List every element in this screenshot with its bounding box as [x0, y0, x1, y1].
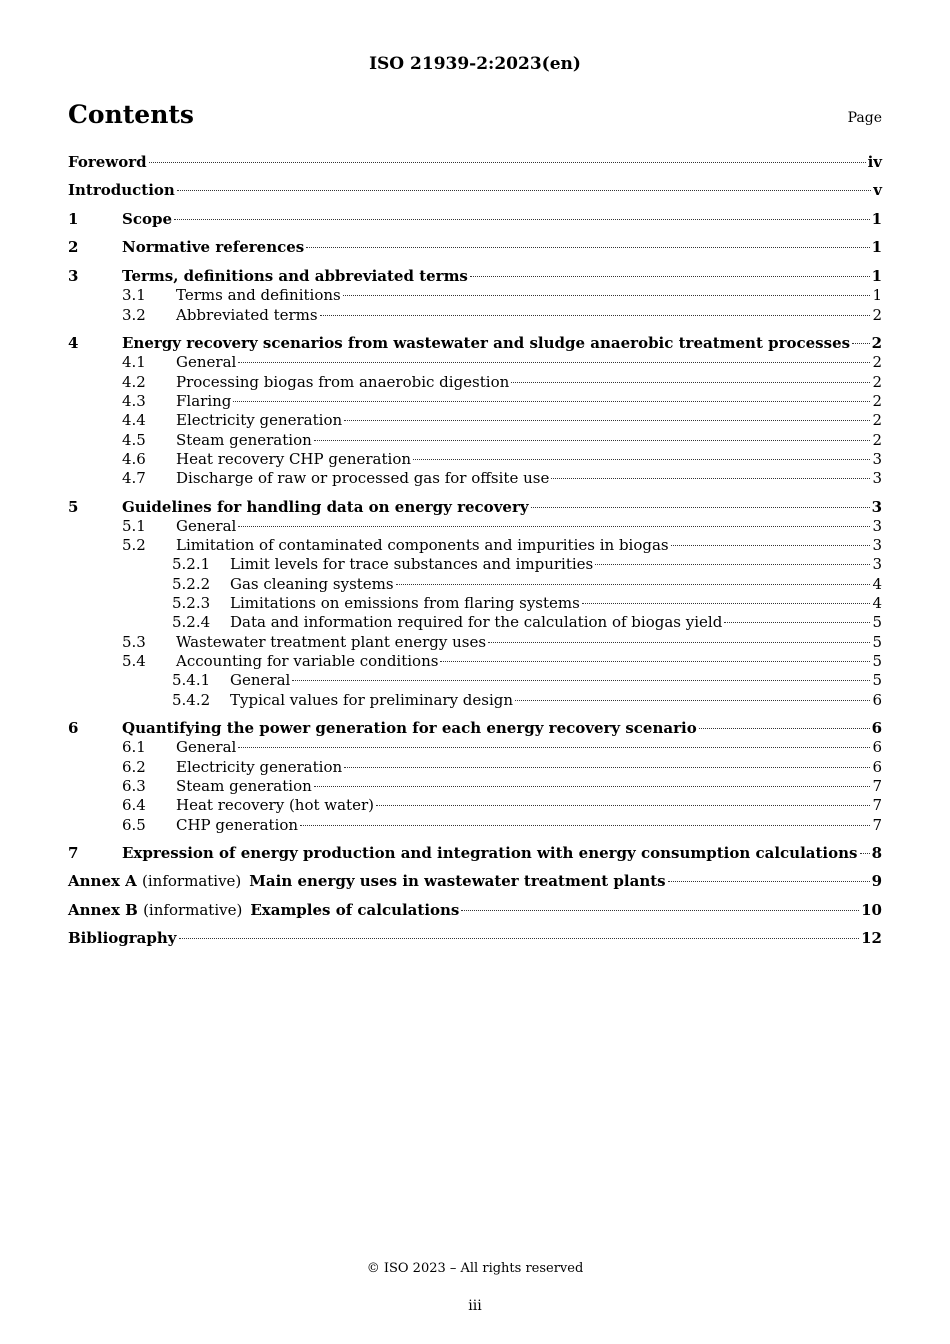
- toc-entry-title: Steam generation: [176, 776, 312, 795]
- dot-leader: [699, 728, 870, 729]
- table-of-contents: [68, 153, 882, 949]
- toc-entry-title: Energy recovery scenarios from wastewater and sludge anaerobic treatment processes: [122, 334, 851, 353]
- dot-leader: [320, 315, 871, 316]
- toc-entry-number: 6.4: [122, 796, 146, 815]
- toc-entry-number: 5.4.1: [172, 671, 211, 690]
- toc-entry-title: Wastewater treatment plant energy uses: [176, 632, 487, 651]
- toc-entry-title: Typical values for preliminary design: [230, 690, 514, 709]
- toc-entry-number: 4.7: [122, 469, 146, 488]
- toc-entry-page: 2: [872, 411, 882, 430]
- toc-entry-title: Examples of calculations: [250, 900, 460, 919]
- dot-leader: [314, 786, 871, 787]
- toc-entry-number: 3.2: [122, 305, 146, 324]
- toc-entry[interactable]: [68, 844, 882, 863]
- toc-entry[interactable]: [68, 594, 882, 613]
- dot-leader: [413, 459, 870, 460]
- annex-label: Annex A: [68, 872, 137, 891]
- toc-entry-title: Foreword: [68, 153, 147, 171]
- toc-entry-number: 5.2.1: [172, 555, 211, 574]
- toc-entry[interactable]: [68, 613, 882, 632]
- toc-entry-number: 5.3: [122, 632, 146, 651]
- toc-entry-title: Flaring: [176, 391, 232, 410]
- dot-leader: [440, 661, 870, 662]
- dot-leader: [314, 440, 871, 441]
- dot-leader: [179, 938, 860, 939]
- toc-entry-number: 6.2: [122, 757, 146, 776]
- toc-entry-title: Abbreviated terms: [176, 305, 318, 324]
- toc-entry[interactable]: [68, 738, 882, 757]
- page-column-label: Page: [847, 110, 882, 126]
- toc-entry-page: 2: [872, 372, 882, 391]
- toc-entry-title: Limitations on emissions from flaring systems: [230, 594, 580, 613]
- toc-entry[interactable]: [68, 777, 882, 796]
- toc-entry-title: Guidelines for handling data on energy recovery: [122, 497, 529, 516]
- dot-leader: [174, 219, 870, 220]
- toc-entry-title: Scope: [122, 209, 173, 228]
- dot-leader: [292, 680, 870, 681]
- toc-entry-number: 4: [68, 334, 79, 353]
- toc-entry-number: 6.5: [122, 815, 146, 834]
- toc-entry-number: 3: [68, 266, 79, 285]
- toc-entry-page: 5: [872, 632, 882, 651]
- toc-entry-title: Expression of energy production and integration with energy consumption calculations: [122, 844, 858, 862]
- toc-entry-number: 1: [68, 209, 79, 228]
- toc-entry-number: 2: [68, 238, 79, 257]
- toc-entry[interactable]: [68, 633, 882, 652]
- contents-heading: Contents: [68, 100, 195, 129]
- toc-entry-number: 5: [68, 497, 79, 516]
- toc-entry[interactable]: [68, 816, 882, 835]
- toc-entry-page: 5: [872, 651, 882, 670]
- toc-entry-number: 6.1: [122, 738, 146, 757]
- toc-entry[interactable]: [68, 306, 882, 325]
- toc-entry[interactable]: [68, 929, 882, 948]
- toc-entry-page: 7: [872, 796, 882, 815]
- toc-entry[interactable]: [68, 181, 882, 200]
- toc-entry-page: 1: [871, 266, 882, 285]
- dot-leader: [300, 825, 870, 826]
- dot-leader: [238, 526, 870, 527]
- toc-entry-title: Limitation of contaminated components and impurities in biogas: [176, 536, 669, 555]
- toc-entry-number: 5.2.3: [172, 594, 211, 613]
- toc-entry[interactable]: [68, 153, 882, 172]
- toc-entry[interactable]: [68, 555, 882, 574]
- toc-entry-page: 2: [872, 391, 882, 410]
- dot-leader: [671, 545, 871, 546]
- toc-entry-page: 3: [872, 555, 882, 574]
- dot-leader: [343, 295, 871, 296]
- toc-entry[interactable]: [68, 267, 882, 286]
- toc-entry-number: 4.4: [122, 411, 146, 430]
- dot-leader: [724, 622, 870, 623]
- toc-entry-number: 5.2: [122, 536, 146, 555]
- dot-leader: [344, 420, 870, 421]
- toc-entry-number: 7: [68, 844, 79, 862]
- toc-entry-page: 4: [872, 594, 882, 613]
- dot-leader: [582, 603, 871, 604]
- dot-leader: [396, 584, 871, 585]
- toc-entry-page: 6: [872, 738, 882, 757]
- toc-annex-title: [68, 901, 459, 920]
- toc-entry[interactable]: [68, 872, 882, 891]
- toc-entry-page: 2: [872, 305, 882, 324]
- toc-entry-title: Gas cleaning systems: [230, 574, 394, 593]
- dot-leader: [177, 190, 871, 191]
- toc-entry[interactable]: [68, 719, 882, 738]
- dot-leader: [511, 382, 870, 383]
- toc-entry-page: 4: [872, 574, 882, 593]
- toc-entry[interactable]: [68, 498, 882, 517]
- toc-entry-title: Limit levels for trace substances and impurities: [230, 555, 594, 574]
- annex-informative-note: (informative): [143, 900, 243, 919]
- toc-entry[interactable]: [68, 450, 882, 469]
- toc-entry-number: 5.2.2: [172, 574, 211, 593]
- toc-entry-page: 3: [871, 497, 882, 516]
- toc-entry-title: Accounting for variable conditions: [176, 651, 439, 670]
- toc-entry-number: 4.1: [122, 353, 146, 372]
- toc-entry-page: 2: [872, 353, 882, 372]
- toc-entry-title: Processing biogas from anaerobic digestion: [176, 372, 510, 391]
- toc-entry-title: Heat recovery CHP generation: [176, 449, 412, 468]
- dot-leader: [531, 507, 870, 508]
- dot-leader: [551, 478, 870, 479]
- toc-entry-number: 3.1: [122, 286, 146, 305]
- toc-entry-number: 4.6: [122, 449, 146, 468]
- annex-label: Annex B: [68, 900, 138, 919]
- toc-entry-title: Normative references: [122, 238, 305, 257]
- dot-leader: [306, 247, 869, 248]
- toc-entry-page: 9: [871, 872, 882, 891]
- dot-leader: [860, 853, 870, 854]
- toc-entry-page: 7: [872, 776, 882, 795]
- toc-entry[interactable]: [68, 373, 882, 392]
- dot-leader: [344, 767, 870, 768]
- toc-entry-number: 4.3: [122, 391, 146, 410]
- toc-entry-title: CHP generation: [176, 815, 299, 834]
- toc-entry-number: 5.2.4: [172, 613, 211, 632]
- toc-entry-page: 8: [871, 844, 882, 862]
- toc-entry-title: Data and information required for the calculation of biogas yield: [230, 613, 723, 632]
- dot-leader: [488, 642, 870, 643]
- toc-entry-page: 6: [871, 719, 882, 738]
- page-number: iii: [468, 1298, 482, 1314]
- toc-entry[interactable]: [68, 691, 882, 710]
- toc-annex-title: [68, 872, 666, 891]
- dot-leader: [238, 747, 870, 748]
- toc-entry-number: 5.4: [122, 651, 146, 670]
- dot-leader: [376, 805, 870, 806]
- toc-entry-title: General: [176, 353, 237, 372]
- toc-entry-title: Electricity generation: [176, 757, 343, 776]
- annex-informative-note: (informative): [142, 872, 242, 891]
- toc-entry-page: 2: [872, 430, 882, 449]
- toc-entry-page: 3: [872, 536, 882, 555]
- toc-entry[interactable]: [68, 392, 882, 411]
- toc-entry-title: Terms and definitions: [176, 286, 341, 305]
- toc-entry-number: 4.5: [122, 430, 146, 449]
- toc-entry-page: 5: [872, 671, 882, 690]
- toc-entry[interactable]: [68, 536, 882, 555]
- toc-entry[interactable]: [68, 671, 882, 690]
- dot-leader: [595, 564, 870, 565]
- dot-leader: [668, 881, 870, 882]
- dot-leader: [233, 401, 870, 402]
- toc-entry-title: Bibliography: [68, 929, 177, 948]
- toc-entry-number: 5.4.2: [172, 690, 211, 709]
- toc-entry[interactable]: [68, 238, 882, 257]
- toc-entry-title: Discharge of raw or processed gas for offsite use: [176, 469, 550, 488]
- toc-entry-page: 1: [871, 238, 882, 257]
- toc-entry-page: 3: [872, 516, 882, 535]
- toc-entry-page: 12: [861, 929, 882, 948]
- dot-leader: [515, 700, 870, 701]
- dot-leader: [149, 162, 866, 163]
- toc-entry-page: 3: [872, 469, 882, 488]
- toc-entry[interactable]: [68, 469, 882, 488]
- toc-entry-title: General: [176, 738, 237, 757]
- dot-leader: [461, 910, 859, 911]
- toc-entry-page: 2: [871, 334, 882, 353]
- toc-entry-page: 6: [872, 757, 882, 776]
- toc-entry[interactable]: [68, 652, 882, 671]
- toc-entry-page: 10: [861, 900, 882, 919]
- toc-entry-page: 6: [872, 690, 882, 709]
- dot-leader: [852, 343, 870, 344]
- toc-entry[interactable]: [68, 286, 882, 305]
- toc-entry-number: 4.2: [122, 372, 146, 391]
- toc-entry-page: iv: [867, 153, 882, 171]
- dot-leader: [470, 276, 870, 277]
- toc-entry-page: 7: [872, 815, 882, 834]
- toc-entry[interactable]: [68, 210, 882, 229]
- toc-entry-page: 3: [872, 449, 882, 468]
- toc-entry-title: Heat recovery (hot water): [176, 796, 374, 815]
- toc-entry-title: Introduction: [68, 181, 175, 200]
- toc-entry-title: Terms, definitions and abbreviated terms: [122, 266, 468, 285]
- toc-entry-title: Steam generation: [176, 430, 312, 449]
- toc-entry[interactable]: [68, 411, 882, 430]
- toc-entry-number: 6.3: [122, 776, 146, 795]
- copyright-footer: © ISO 2023 – All rights reserved: [366, 1261, 584, 1276]
- toc-entry-title: Quantifying the power generation for each energy recovery scenario: [122, 719, 697, 738]
- toc-entry-title: Main energy uses in wastewater treatment plants: [249, 872, 666, 891]
- toc-entry[interactable]: [68, 517, 882, 536]
- toc-entry-number: 6: [68, 719, 79, 738]
- toc-entry-title: General: [176, 516, 237, 535]
- toc-entry[interactable]: [68, 901, 882, 920]
- toc-entry[interactable]: [68, 758, 882, 777]
- toc-entry[interactable]: [68, 334, 882, 353]
- toc-entry-page: 1: [872, 286, 882, 305]
- toc-entry[interactable]: [68, 575, 882, 594]
- toc-entry-title: General: [230, 671, 291, 690]
- toc-entry[interactable]: [68, 796, 882, 815]
- toc-entry[interactable]: [68, 353, 882, 372]
- toc-entry-page: v: [873, 181, 882, 200]
- document-id: ISO 21939-2:2023(en): [369, 54, 581, 74]
- toc-entry-page: 5: [872, 613, 882, 632]
- toc-entry[interactable]: [68, 431, 882, 450]
- toc-entry-page: 1: [871, 209, 882, 228]
- toc-entry-title: Electricity generation: [176, 411, 343, 430]
- toc-entry-number: 5.1: [122, 516, 146, 535]
- dot-leader: [238, 362, 870, 363]
